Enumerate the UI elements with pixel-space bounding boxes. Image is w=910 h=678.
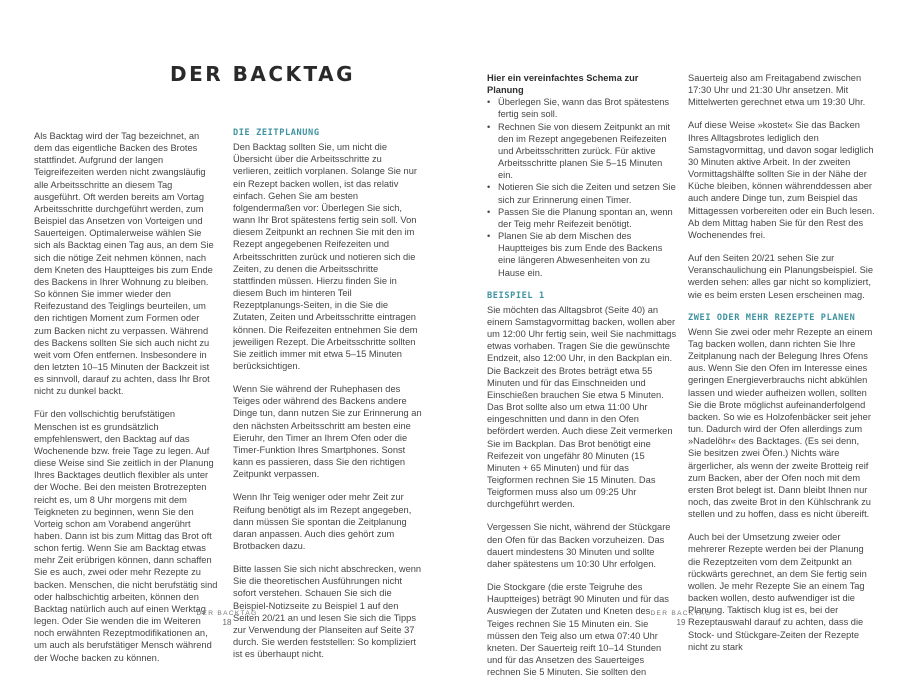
right-page-column-1 xyxy=(487,72,677,678)
left-page-column-2 xyxy=(233,127,422,660)
list-item: • Überlegen Sie, wann das Brot spätestens fertig sein soll. xyxy=(487,96,677,120)
section-heading-mehrere-rezepte: ZWEI ODER MEHR REZEPTE PLANEN xyxy=(688,312,856,323)
left-page xyxy=(0,0,455,663)
footer-label: DER BACKTAG xyxy=(650,610,712,617)
list-item: • Notieren Sie sich die Zeiten und setzen Sie sich zur Erinnerung einen Timer. xyxy=(487,181,677,205)
paragraph: Die Stockgare (die erste Teigruhe des Hauptteiges) beträgt 90 Minuten und für das Auswiegen der Zutaten und Kneten des Teiges rechnen Sie 15 Minuten ein. Sie müssen den Teig also um etwa 07:40 Uhr kneten. Der Sauerteig reift 10–14 Stunden und für das Ansetzen des Sauerteiges rechnen Sie 5 Minuten. Sie sollten den xyxy=(487,582,669,678)
list-item: • Planen Sie ab dem Mischen des Hauptteiges bis zum Ende des Backens eine längeren Abwesenheiten von zu Hause ein. xyxy=(487,230,677,279)
left-page-column-1 xyxy=(34,130,219,664)
page-title: DER BACKTAG xyxy=(170,62,356,86)
right-page-column-2 xyxy=(688,72,875,653)
paragraph: Sie möchten das Alltagsbrot (Seite 40) an einem Samstagvormittag backen, wollen aber um 12:00 Uhr fertig sein, weil Sie nachmittags etwas vorhaben. Tragen Sie die gewünschte Endzeit, also 12:00 Uhr, in den Backplan ein. Die Backzeit des Brotes beträgt etwa 55 Minuten und für das Einschneiden und Einschießen brauchen Sie etwa 5 Minuten. Das Brot sollte also um etwa 11:00 Uhr eingeschnitten und dann in den Ofen befördert werden. Auch diese Zeit vermerken Sie im Backplan. Das Brot benötigt eine Reifezeit von ungefähr 80 Minuten (15 Minuten + 65 Minuten) und für das Teigformen rechnen Sie 15 Minuten. Das Teigformen muss also um 09:25 Uhr durchgeführt werden. xyxy=(487,304,677,510)
paragraph: Auf den Seiten 20/21 sehen Sie zur Veranschaulichung ein Planungsbeispiel. Sie werden sehen: alles gar nicht so kompliziert, wie es beim ersten Lesen erscheinen mag. xyxy=(688,253,874,300)
paragraph: Wenn Ihr Teig weniger oder mehr Zeit zur Reifung benötigt als im Rezept angegeben, dann müssen Sie spontan die Zeitplanung daran anpassen. Auch dies gehört zum Brotbacken dazu. xyxy=(233,492,412,551)
paragraph: Für den vollschichtig berufstätigen Menschen ist es grundsätzlich empfehlenswert, den Backtag auf das Wochenende bzw. freie Tage zu legen. Auf diese Weise sind Sie zeitlich in der Planung Ihres Backtages deutlich flexibler als unter der Woche. Bei den meisten Brotrezepten reicht es, um 8 Uhr morgens mit dem Teigkneten zu beginnen, wenn Sie den Vorteig schon am Vorabend angerührt haben. Dann ist bis zum Mittag das Brot oft schon fertig. Wenn Sie am Backtag etwas mehr Zeit erübrigen können, dann schaffen Sie es auch, zwei oder mehr Rezepte zu backen. Menschen, die nicht berufstätig sind oder halbschichtig arbeiten, können den Backtag natürlich auch auf einen Werktag legen. Oder Sie wenden die im Weiteren noch erwähnten Rezeptmodifikationen an, um auch als berufstätiger Mensch während der Woche backen zu können. xyxy=(34,409,218,663)
page-number: 18 xyxy=(222,618,232,627)
list-item: • Rechnen Sie von diesem Zeitpunkt an mit den im Rezept angegebenen Reifezeiten und Arbeitsschritten zurück. Für aktive Arbeitsschritte planen Sie 5–15 Minuten ein. xyxy=(487,121,677,182)
section-heading-beispiel-1: BEISPIEL 1 xyxy=(487,290,545,301)
paragraph: Auf diese Weise »kostet« Sie das Backen Ihres Alltagsbrotes lediglich den Samstagvormittag, und davon sogar lediglich 30 Minuten aktive Arbeit. In der zweiten Vormittagshälfte sollten Sie in der Nähe der Küche bleiben, können währenddessen aber auch andere Dinge tun, zum Beispiel das Mittagessen vorbereiten oder ein Buch lesen. Ab dem Mittag haben Sie für den Rest des Wochenendes frei. xyxy=(688,120,875,240)
list-item: • Passen Sie die Planung spontan an, wenn der Teig mehr Reifezeit benötigt. xyxy=(487,206,677,230)
paragraph: Vergessen Sie nicht, während der Stückgare den Ofen für das Backen vorzuheizen. Das dauert mindestens 30 Minuten und sollte daher spätestens um 10:30 Uhr erfolgen. xyxy=(487,522,671,569)
schema-title: Hier ein vereinfachtes Schema zur Planung xyxy=(487,73,639,96)
paragraph: Als Backtag wird der Tag bezeichnet, an dem das eigentliche Backen des Brotes stattfindet. Aufgrund der langen Teigreifezeiten werden nicht zwangsläufig alle Arbeitsschritte an diesem Tag ausgeführt. Oft werden bereits am Vortag Arbeitsschritte durchgeführt werden, zum Beispiel das Ansetzen von Vorteigen und Sauerteigen. Optimalerweise wählen Sie sich als Backtag einen Tag aus, an dem Sie sich die nötige Zeit nehmen können, nach dem Kneten des Hauptteiges bis zum Ende des Backens in Ihrer Wohnung zu bleiben. So können Sie immer wieder den Reifezustand des Teiglings beurteilen, um den richtigen Moment zum Formen oder zum Backen nicht zu verpassen. Während des Backens sollten Sie sich auch nicht zu weit vom Ofen entfernen. Insbesondere in den letzten 10–15 Minuten der Backzeit ist es sinnvoll, darauf zu achten, dass Ihr Brot nicht zu dunkel backt. xyxy=(34,131,214,397)
page-footer xyxy=(182,610,272,627)
page-footer xyxy=(636,610,726,627)
planning-bullet-list xyxy=(487,96,677,278)
paragraph: Den Backtag sollten Sie, um nicht die Übersicht über die Arbeitsschritte zu verlieren, zeitlich vorplanen. Solange Sie nur ein Rezept backen wollen, ist das relativ einfach. Gehen Sie am besten folgendermaßen vor: Überlegen Sie sich, wann Ihr Brot spätestens fertig sein soll. Von diesem Zeitpunkt an rechnen Sie mit den im Rezept angegebenen Reifezeiten und Arbeitsschritten zurück und notieren sich die Zeiten, zu denen die Arbeitsschritte stattfinden müssen. Hierzu finden Sie in diesem Buch im hinteren Teil Rezeptplanungs-Seiten, in die Sie die Zutaten, Zeiten und Arbeitsschritte eintragen können. Die Reifezeiten entnehmen Sie dem jeweiligen Rezept. Die Arbeitsschritte sollten Sie zeitlich immer mit etwa 5–15 Minuten berücksichtigen. xyxy=(233,142,418,371)
paragraph: Wenn Sie zwei oder mehr Rezepte an einem Tag backen wollen, dann richten Sie Ihre Zeitplanung nach der Belegung Ihres Ofens aus. Wenn Sie den Ofen im Interesse eines geringen Energieverbrauchs nicht abkühlen lassen und wieder aufheizen wollen, sollten Sie die Brote möglichst aufeinanderfolgend backen. So wie es Holzofenbäcker seit jeher tun. Dadurch wird der Ofen allerdings zum »Nadelöhr« des Backtages. (Es sei denn, Sie besitzen zwei Öfen.) Nichts wäre ärgerlicher, als wenn der zweite Brotteig reif zum Backen, aber der Ofen noch mit dem ersten Brot belegt ist. Dann bleibt Ihnen nur noch, das zweite Brot in den Kühlschrank zu stellen und zu hoffen, dass es nicht übereift. xyxy=(688,326,873,520)
paragraph: Wenn Sie während der Ruhephasen des Teiges oder während des Backens andere Dinge tun, dann nutzen Sie zur Erinnerung an den nächsten Arbeitsschritt am besten eine Eieruhr, den Timer an Ihrem Ofen oder die Timer-Funktion Ihres Smartphones. Sonst kann es passieren, dass Sie den richtigen Zeitpunkt verpassen. xyxy=(233,384,422,480)
footer-label: DER BACKTAG xyxy=(196,610,258,617)
paragraph: Bitte lassen Sie sich nicht abschrecken, wenn Sie die theoretischen Ausführungen nicht sofort verstehen. Schauen Sie sich die Beispiel-Notizseite zu Beispiel 1 auf den Seiten 20/21 an und lesen Sie sich die Tipps zur Verwendung der Planseiten auf Seite 37 durch. Sie werden feststellen: So kompliziert ist es überhaupt nicht. xyxy=(233,564,422,660)
page-number: 19 xyxy=(676,618,686,627)
right-page xyxy=(455,0,910,678)
section-heading-zeitplanung: DIE ZEITPLANUNG xyxy=(233,128,320,138)
paragraph: Sauerteig also am Freitagabend zwischen 17:30 Uhr und 21:30 Uhr ansetzen. Mit Mittelwerten gerechnet etwa um 19:30 Uhr. xyxy=(688,73,866,108)
paragraph: Auch bei der Umsetzung zweier oder mehrerer Rezepte werden bei der Planung die Rezeptzeiten vom dem Zeitpunkt an rückwärts gerechnet, an dem Sie fertig sein wollen. Je mehr Rezepte Sie an einem Tag backen wollen, desto aufwendiger ist die Planung. Taktisch klug ist es, bei der Rezeptauswahl darauf zu achten, dass die Stock- und Stückgare-Zeiten der Rezepte nicht zu stark xyxy=(688,532,867,652)
